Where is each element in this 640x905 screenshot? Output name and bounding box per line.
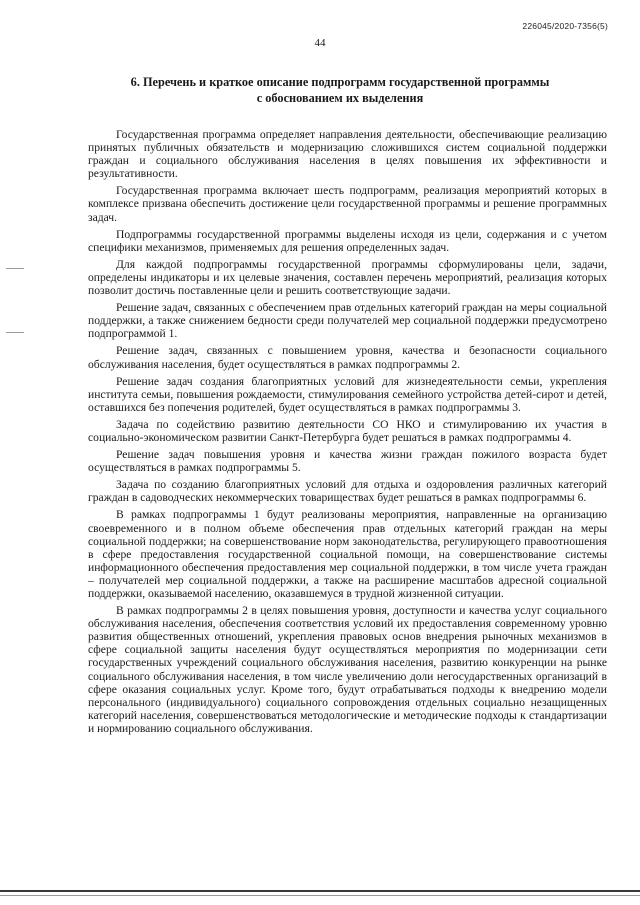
section-heading-line-1: 6. Перечень и краткое описание подпрограмм государственной программы bbox=[130, 75, 550, 89]
document-body bbox=[88, 128, 607, 739]
paragraph: В рамках подпрограммы 2 в целях повышения уровня, доступности и качества услуг социального обслуживания населения, обеспечения соответствия условий их предоставления современному уровню развития общественных отношений, укрепления правовых основ внедрения рыночных механизмов в сфере социальной защиты населения будут осуществляться мероприятия по модернизации сети государственных учреждений социального обслуживания населения, развитию конкуренции на рынке социального обслуживания населения, в том числе увеличению доли негосударственных организаций в сфере оказания социальных услуг. Кроме того, будут отрабатываться подходы к внедрению модели персонального (индивидуального) социального сопровождения отдельных социально незащищенных категорий населения, совершенствоваться методологические и методические подходы к стандартизации и нормированию социального обслуживания. bbox=[88, 604, 607, 735]
paragraph: Решение задач создания благоприятных условий для жизнедеятельности семьи, укрепления института семьи, повышения рождаемости, стимулирования семейного устройства детей-сирот и детей, оставшихся без попечения родителей, будет осуществляться в рамках подпрограммы 3. bbox=[88, 374, 607, 414]
scan-margin-mark bbox=[6, 332, 24, 333]
paragraph: Государственная программа включает шесть подпрограмм, реализация мероприятий которых в комплексе призвана обеспечить достижение цели государственной программы и решение программных задач. bbox=[88, 184, 607, 224]
paragraph: Задача по созданию благоприятных условий для отдыха и оздоровления различных категорий граждан в садоводческих некоммерческих товариществах будет решаться в рамках подпрограммы 6. bbox=[88, 478, 607, 505]
scan-margin-mark bbox=[6, 268, 24, 269]
section-heading-line-2: с обоснованием их выделения bbox=[256, 91, 424, 105]
paragraph: Решение задач, связанных с обеспечением прав отдельных категорий граждан на меры социальной поддержки, а также снижением бедности среди получателей мер социальной поддержки предусмотрено подпрограммой 1. bbox=[88, 301, 607, 341]
scan-edge-line bbox=[0, 890, 640, 892]
paragraph: Решение задач, связанных с повышением уровня, качества и безопасности социального обслуживания населения, будет осуществляться в рамках подпрограммы 2. bbox=[88, 344, 607, 371]
document-registration-number: 226045/2020-7356(5) bbox=[522, 21, 608, 31]
paragraph: В рамках подпрограммы 1 будут реализованы мероприятия, направленные на организацию своевременного и в полном объеме обеспечения прав отдельных категорий граждан на меры социальной поддержки; на совершенствование норм законодательства, регулирующего правоотношения в сфере предоставления государственной социальной помощи, на совершенствование системы информационного обеспечения предоставления мер социальной поддержки, в том числе учета граждан – получателей мер социальной поддержки, а также на расширение масштабов адресной социальной поддержки, оказываемой населению, оказавшемуся в трудной жизненной ситуации. bbox=[88, 508, 607, 600]
section-heading bbox=[120, 74, 560, 106]
paragraph: Подпрограммы государственной программы выделены исходя из цели, содержания и с учетом специфики механизмов, применяемых для решения определенных задач. bbox=[88, 227, 607, 254]
paragraph: Государственная программа определяет направления деятельности, обеспечивающие реализацию принятых публичных обязательств и модернизацию сложившихся систем социальной поддержки граждан и социального обслуживания населения в целях повышения их эффективности и результативности. bbox=[88, 128, 607, 181]
page-number: 44 bbox=[314, 37, 326, 49]
paragraph: Для каждой подпрограммы государственной программы сформулированы цели, задачи, определены индикаторы и их целевые значения, составлен перечень мероприятий, реализация которых позволит достичь поставленные цели и решить соответствующие задачи. bbox=[88, 257, 607, 298]
paragraph: Решение задач повышения уровня и качества жизни граждан пожилого возраста будет осуществляться в рамках подпрограммы 5. bbox=[88, 448, 607, 475]
paragraph: Задача по содействию развитию деятельности СО НКО и стимулированию их участия в социально-экономическом развитии Санкт-Петербурга будет решаться в рамках подпрограммы 4. bbox=[88, 417, 607, 444]
scan-edge-line bbox=[0, 895, 640, 896]
